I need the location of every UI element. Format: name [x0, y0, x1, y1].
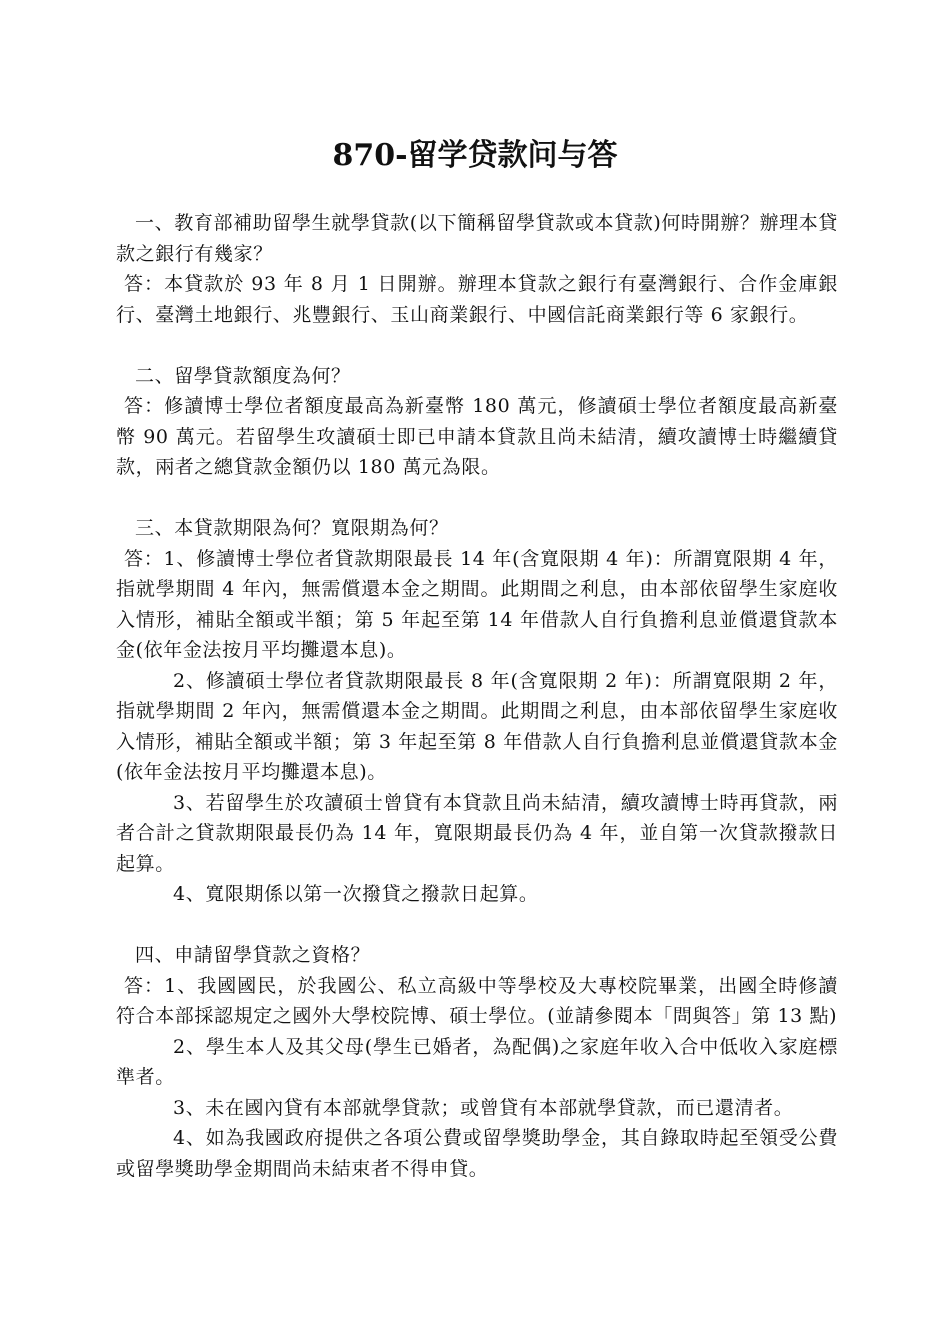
answer-4-item-2: 2、學生本人及其父母(學生已婚者，為配偶)之家庭年收入合中低收入家庭標準者。	[116, 1035, 838, 1088]
answer-4-item-4: 4、如為我國政府提供之各項公費或留學獎助學金，其自錄取時起至領受公費或留學獎助學金期間尚未結束者不得申貸。	[116, 1127, 838, 1180]
answer-2: 答：修讀博士學位者額度最高為新臺幣 180 萬元，修讀碩士學位者額度最高新臺幣 90 萬元。若留學生攻讀碩士即已申請本貸款且尚未結清，續攻讀博士時繼續貸款，兩者之總貸款金額仍以 180 萬元為限。	[116, 395, 838, 478]
question-3: 三、本貸款期限為何？寬限期為何？	[135, 517, 449, 539]
qa-section-4	[116, 940, 838, 1184]
section-gap	[116, 910, 838, 941]
question-2: 二、留學貸款額度為何？	[135, 364, 351, 387]
document-title: 870-留学贷款问与答	[332, 138, 618, 173]
answer-3-item-3: 3、若留學生於攻讀碩士曾貸有本貸款且尚未結清，續攻讀博士時再貸款，兩者合計之貸款期限最長仍為 14 年，寬限期最長仍為 4 年，並自第一次貸款撥款日起算。	[116, 791, 838, 875]
question-1: 一、教育部補助留學生就學貸款(以下簡稱留學貸款或本貸款)何時開辦？辦理本貸款之銀行有幾家？	[116, 212, 838, 265]
section-gap	[116, 483, 838, 514]
answer-3-item-4: 4、寬限期係以第一次撥貸之撥款日起算。	[173, 883, 539, 905]
answer-4: 答：1、我國國民，於我國公、私立高級中等學校及大專校院畢業，出國全時修讀符合本部採認規定之國外大學校院博、碩士學位。(並請參閱本「問與答」第 13 點)	[116, 974, 838, 1027]
document-body	[116, 208, 838, 1184]
question-4: 四、申請留學貸款之資格？	[135, 944, 371, 966]
answer-3-item-2: 2、修讀碩士學位者貸款期限最長 8 年(含寬限期 2 年)：所謂寬限期 2 年，指就學期間 2 年內，無需償還本金之期間。此期間之利息，由本部依留學生家庭收入情形，補貼全額或半額；第 3 年起至第 8 年借款人自行負擔利息並償還貸款本金(依年金法按月平均攤還本息)。	[116, 669, 838, 783]
answer-1: 答：本貸款於 93 年 8 月 1 日開辦。辦理本貸款之銀行有臺灣銀行、合作金庫銀行、臺灣土地銀行、兆豐銀行、玉山商業銀行、中國信託商業銀行等 6 家銀行。	[116, 273, 838, 326]
answer-3: 答：1、修讀博士學位者貸款期限最長 14 年(含寬限期 4 年)：所謂寬限期 4 年，指就學期間 4 年內，無需償還本金之期間。此期間之利息，由本部依留學生家庭收入情形，補貼全額或半額；第 5 年起至第 14 年借款人自行負擔利息並償還貸款本金(依年金法按月平均攤還本息)。	[116, 547, 838, 661]
section-gap	[116, 330, 838, 361]
qa-section-3	[116, 513, 838, 910]
qa-section-2	[116, 361, 838, 483]
qa-section-1	[116, 208, 838, 330]
answer-4-item-3: 3、未在國內貸有本部就學貸款；或曾貸有本部就學貸款，而已還清者。	[173, 1096, 794, 1119]
